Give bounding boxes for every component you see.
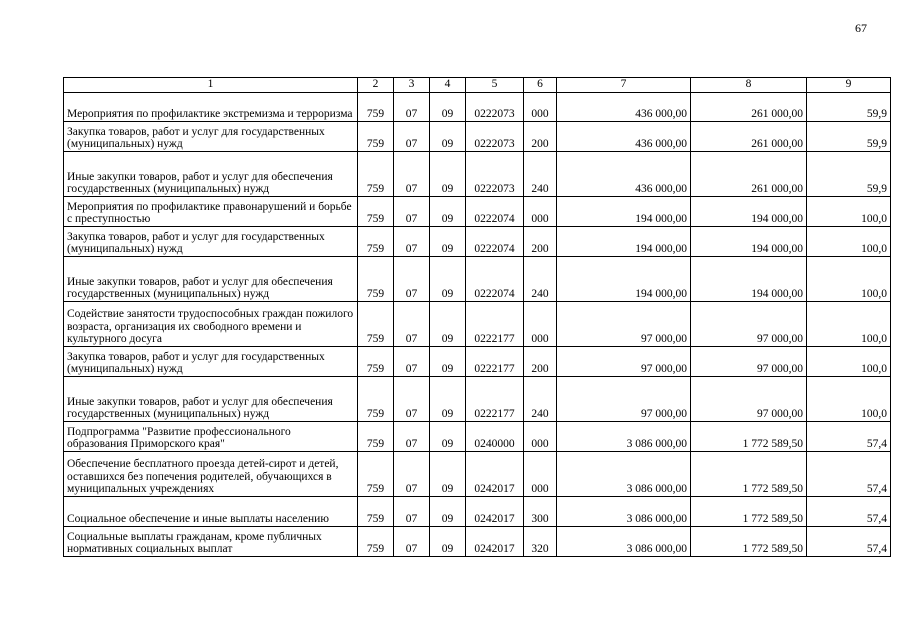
table-row — [64, 527, 891, 557]
percent-cell: 59,9 — [807, 152, 891, 197]
row-name-cell: Социальные выплаты гражданам, кроме публичных нормативных социальных выплат — [64, 527, 358, 557]
subsection-cell: 09 — [430, 497, 466, 527]
executed-amount-cell: 1 772 589,50 — [691, 422, 807, 452]
target-article-cell: 0222073 — [466, 122, 524, 152]
percent-cell: 100,0 — [807, 347, 891, 377]
row-name-cell: Иные закупки товаров, работ и услуг для обеспечения государственных (муниципальных) нужд — [64, 257, 358, 302]
target-article-cell: 0222177 — [466, 302, 524, 347]
row-name-cell: Мероприятия по профилактике экстремизма и терроризма — [64, 93, 358, 122]
row-name-cell: Иные закупки товаров, работ и услуг для обеспечения государственных (муниципальных) нужд — [64, 377, 358, 422]
planned-amount-cell: 436 000,00 — [557, 122, 691, 152]
row-name-cell: Иные закупки товаров, работ и услуг для обеспечения государственных (муниципальных) нужд — [64, 152, 358, 197]
target-article-cell: 0222177 — [466, 347, 524, 377]
planned-amount-cell: 436 000,00 — [557, 93, 691, 122]
subsection-cell: 09 — [430, 527, 466, 557]
planned-amount-cell: 436 000,00 — [557, 152, 691, 197]
table-row — [64, 497, 891, 527]
table-row — [64, 93, 891, 122]
planned-amount-cell: 194 000,00 — [557, 197, 691, 227]
row-name-cell: Обеспечение бесплатного проезда детей-сирот и детей, оставшихся без попечения родителей, обучающихся в муниципальных учреждениях — [64, 452, 358, 497]
table-row — [64, 257, 891, 302]
table-row — [64, 152, 891, 197]
row-name-cell: Закупка товаров, работ и услуг для государственных (муниципальных) нужд — [64, 347, 358, 377]
table-row — [64, 347, 891, 377]
executed-amount-cell: 261 000,00 — [691, 122, 807, 152]
section-cell: 07 — [394, 497, 430, 527]
expense-type-cell: 000 — [524, 197, 557, 227]
executed-amount-cell: 97 000,00 — [691, 377, 807, 422]
planned-amount-cell: 3 086 000,00 — [557, 422, 691, 452]
percent-cell: 57,4 — [807, 452, 891, 497]
header-cell: 6 — [524, 78, 557, 93]
section-cell: 07 — [394, 152, 430, 197]
subsection-cell: 09 — [430, 122, 466, 152]
target-article-cell: 0222073 — [466, 152, 524, 197]
subsection-cell: 09 — [430, 257, 466, 302]
planned-amount-cell: 97 000,00 — [557, 377, 691, 422]
percent-cell: 100,0 — [807, 197, 891, 227]
section-cell: 07 — [394, 527, 430, 557]
target-article-cell: 0242017 — [466, 452, 524, 497]
expense-type-cell: 000 — [524, 302, 557, 347]
percent-cell: 57,4 — [807, 497, 891, 527]
budget-table — [63, 77, 891, 557]
executed-amount-cell: 97 000,00 — [691, 347, 807, 377]
expense-type-cell: 200 — [524, 347, 557, 377]
percent-cell: 57,4 — [807, 527, 891, 557]
table-row — [64, 122, 891, 152]
executed-amount-cell: 1 772 589,50 — [691, 452, 807, 497]
section-cell: 07 — [394, 452, 430, 497]
row-name-cell: Содействие занятости трудоспособных граждан пожилого возраста, организация их свободного времени и культурного досуга — [64, 302, 358, 347]
expense-type-cell: 320 — [524, 527, 557, 557]
expense-type-cell: 200 — [524, 122, 557, 152]
target-article-cell: 0222074 — [466, 197, 524, 227]
subsection-cell: 09 — [430, 347, 466, 377]
planned-amount-cell: 194 000,00 — [557, 257, 691, 302]
percent-cell: 100,0 — [807, 227, 891, 257]
target-article-cell: 0242017 — [466, 497, 524, 527]
code-gr-cell: 759 — [358, 227, 394, 257]
subsection-cell: 09 — [430, 152, 466, 197]
percent-cell: 59,9 — [807, 122, 891, 152]
header-cell: 9 — [807, 78, 891, 93]
table-row — [64, 197, 891, 227]
expense-type-cell: 000 — [524, 422, 557, 452]
code-gr-cell: 759 — [358, 257, 394, 302]
target-article-cell: 0222073 — [466, 93, 524, 122]
planned-amount-cell: 3 086 000,00 — [557, 497, 691, 527]
code-gr-cell: 759 — [358, 347, 394, 377]
executed-amount-cell: 261 000,00 — [691, 93, 807, 122]
executed-amount-cell: 1 772 589,50 — [691, 497, 807, 527]
planned-amount-cell: 97 000,00 — [557, 302, 691, 347]
code-gr-cell: 759 — [358, 197, 394, 227]
row-name-cell: Мероприятия по профилактике правонарушений и борьбе с преступностью — [64, 197, 358, 227]
executed-amount-cell: 97 000,00 — [691, 302, 807, 347]
row-name-cell: Закупка товаров, работ и услуг для государственных (муниципальных) нужд — [64, 122, 358, 152]
target-article-cell: 0222074 — [466, 257, 524, 302]
target-article-cell: 0222177 — [466, 377, 524, 422]
section-cell: 07 — [394, 93, 430, 122]
executed-amount-cell: 194 000,00 — [691, 197, 807, 227]
expense-type-cell: 000 — [524, 93, 557, 122]
section-cell: 07 — [394, 377, 430, 422]
row-name-cell: Подпрограмма "Развитие профессионального образования Приморского края" — [64, 422, 358, 452]
header-cell: 2 — [358, 78, 394, 93]
table-row — [64, 422, 891, 452]
planned-amount-cell: 194 000,00 — [557, 227, 691, 257]
executed-amount-cell: 194 000,00 — [691, 227, 807, 257]
section-cell: 07 — [394, 347, 430, 377]
header-row — [64, 78, 891, 93]
planned-amount-cell: 3 086 000,00 — [557, 452, 691, 497]
percent-cell: 100,0 — [807, 257, 891, 302]
code-gr-cell: 759 — [358, 422, 394, 452]
planned-amount-cell: 3 086 000,00 — [557, 527, 691, 557]
code-gr-cell: 759 — [358, 497, 394, 527]
planned-amount-cell: 97 000,00 — [557, 347, 691, 377]
expense-type-cell: 240 — [524, 257, 557, 302]
expense-type-cell: 000 — [524, 452, 557, 497]
subsection-cell: 09 — [430, 452, 466, 497]
row-name-cell: Закупка товаров, работ и услуг для государственных (муниципальных) нужд — [64, 227, 358, 257]
section-cell: 07 — [394, 227, 430, 257]
header-cell: 7 — [557, 78, 691, 93]
subsection-cell: 09 — [430, 227, 466, 257]
header-cell: 3 — [394, 78, 430, 93]
percent-cell: 57,4 — [807, 422, 891, 452]
subsection-cell: 09 — [430, 302, 466, 347]
target-article-cell: 0242017 — [466, 527, 524, 557]
percent-cell: 100,0 — [807, 302, 891, 347]
target-article-cell: 0222074 — [466, 227, 524, 257]
section-cell: 07 — [394, 257, 430, 302]
section-cell: 07 — [394, 197, 430, 227]
header-cell: 8 — [691, 78, 807, 93]
page-number: 67 — [855, 21, 867, 35]
row-name-cell: Социальное обеспечение и иные выплаты населению — [64, 497, 358, 527]
expense-type-cell: 300 — [524, 497, 557, 527]
executed-amount-cell: 194 000,00 — [691, 257, 807, 302]
code-gr-cell: 759 — [358, 377, 394, 422]
expense-type-cell: 240 — [524, 152, 557, 197]
table-row — [64, 227, 891, 257]
section-cell: 07 — [394, 422, 430, 452]
code-gr-cell: 759 — [358, 122, 394, 152]
section-cell: 07 — [394, 302, 430, 347]
expense-type-cell: 200 — [524, 227, 557, 257]
table-row — [64, 452, 891, 497]
code-gr-cell: 759 — [358, 302, 394, 347]
executed-amount-cell: 1 772 589,50 — [691, 527, 807, 557]
code-gr-cell: 759 — [358, 152, 394, 197]
percent-cell: 100,0 — [807, 377, 891, 422]
header-cell: 1 — [64, 78, 358, 93]
code-gr-cell: 759 — [358, 93, 394, 122]
target-article-cell: 0240000 — [466, 422, 524, 452]
code-gr-cell: 759 — [358, 452, 394, 497]
expense-type-cell: 240 — [524, 377, 557, 422]
code-gr-cell: 759 — [358, 527, 394, 557]
header-cell: 5 — [466, 78, 524, 93]
section-cell: 07 — [394, 122, 430, 152]
table-row — [64, 377, 891, 422]
subsection-cell: 09 — [430, 377, 466, 422]
subsection-cell: 09 — [430, 422, 466, 452]
subsection-cell: 09 — [430, 197, 466, 227]
table-row — [64, 302, 891, 347]
percent-cell: 59,9 — [807, 93, 891, 122]
header-cell: 4 — [430, 78, 466, 93]
subsection-cell: 09 — [430, 93, 466, 122]
executed-amount-cell: 261 000,00 — [691, 152, 807, 197]
